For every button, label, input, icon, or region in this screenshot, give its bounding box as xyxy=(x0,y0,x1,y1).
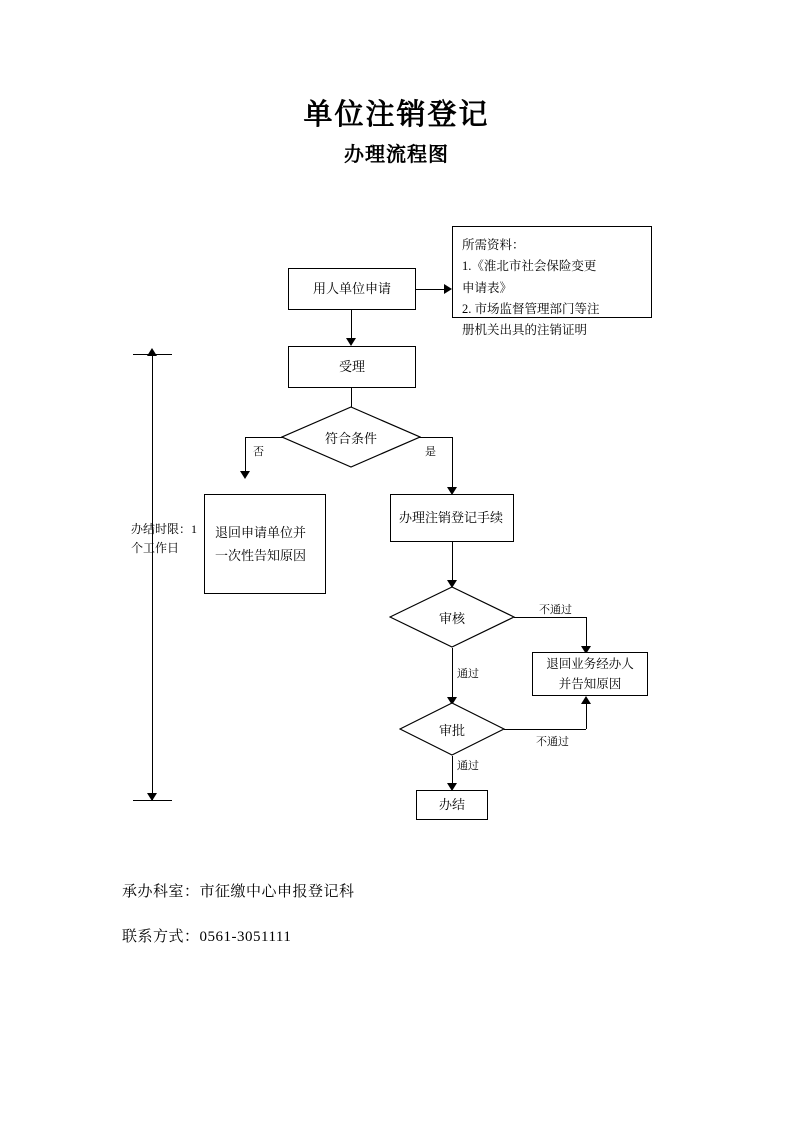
materials-line-2: 申请表》 xyxy=(462,280,513,295)
node-condition-label: 符合条件 xyxy=(324,430,377,446)
edge-label-no: 否 xyxy=(253,446,264,458)
node-handle-label: 办理注销登记手续 xyxy=(399,509,504,525)
edge-approve-fail-arrow xyxy=(581,696,591,704)
edge-apply-to-accept-arrow xyxy=(346,338,356,346)
node-apply-label: 用人单位申请 xyxy=(312,280,391,296)
edge-condition-no-arrow xyxy=(240,471,250,479)
footer-department: 承办科室：市征缴中心申报登记科 xyxy=(122,884,355,900)
node-accept xyxy=(288,346,416,388)
edge-approve-fail-h xyxy=(504,729,586,730)
page-title: 单位注销登记 xyxy=(303,99,490,131)
edge-accept-to-condition xyxy=(351,388,352,408)
edge-review-pass xyxy=(452,648,453,702)
edge-condition-yes-h xyxy=(419,437,452,438)
materials-line-4: 册机关出具的注销证明 xyxy=(462,323,588,337)
node-return-operator xyxy=(532,652,648,696)
edge-condition-yes-v xyxy=(452,437,453,491)
page-subtitle: 办理流程图 xyxy=(344,144,449,166)
node-review xyxy=(389,586,515,648)
edge-approve-fail-v xyxy=(586,704,587,729)
node-approve-label: 审批 xyxy=(438,722,465,738)
node-reject-label: 退回申请单位并一次性告知原因 xyxy=(215,524,307,563)
node-review-label: 审核 xyxy=(438,610,465,626)
time-limit-cap-top xyxy=(133,354,172,355)
node-accept-label: 受理 xyxy=(338,358,365,374)
node-apply xyxy=(288,268,416,310)
edge-condition-no-v xyxy=(245,437,246,475)
node-return-operator-label: 退回业务经办人并告知原因 xyxy=(546,657,634,691)
edge-label-approve-pass: 通过 xyxy=(457,760,479,772)
materials-note-box xyxy=(452,226,652,337)
edge-apply-to-materials-arrow xyxy=(444,284,452,294)
node-done xyxy=(416,790,488,820)
footer-contact: 联系方式：0561-3051111 xyxy=(122,929,292,945)
time-limit-bracket-line xyxy=(152,354,153,800)
time-limit-cap-bottom xyxy=(133,800,172,801)
edge-condition-no-h xyxy=(245,437,283,438)
edge-apply-to-materials xyxy=(416,289,444,290)
node-handle xyxy=(390,494,514,542)
edge-label-review-pass: 通过 xyxy=(457,668,479,680)
time-limit-label: 办结时限：1个工作日 xyxy=(131,522,198,556)
node-done-label: 办结 xyxy=(438,796,465,812)
node-reject xyxy=(204,494,326,594)
edge-review-fail-h xyxy=(514,617,586,618)
materials-line-1: 1.《淮北市社会保险变更 xyxy=(462,259,597,274)
materials-line-0: 所需资料： xyxy=(462,238,525,252)
node-condition xyxy=(281,406,421,468)
edge-label-yes: 是 xyxy=(425,446,436,458)
node-approve xyxy=(399,702,505,756)
edge-label-approve-fail: 不通过 xyxy=(536,736,569,748)
edge-label-review-fail: 不通过 xyxy=(539,604,572,616)
materials-line-3: 2. 市场监督管理部门等注 xyxy=(462,301,600,316)
